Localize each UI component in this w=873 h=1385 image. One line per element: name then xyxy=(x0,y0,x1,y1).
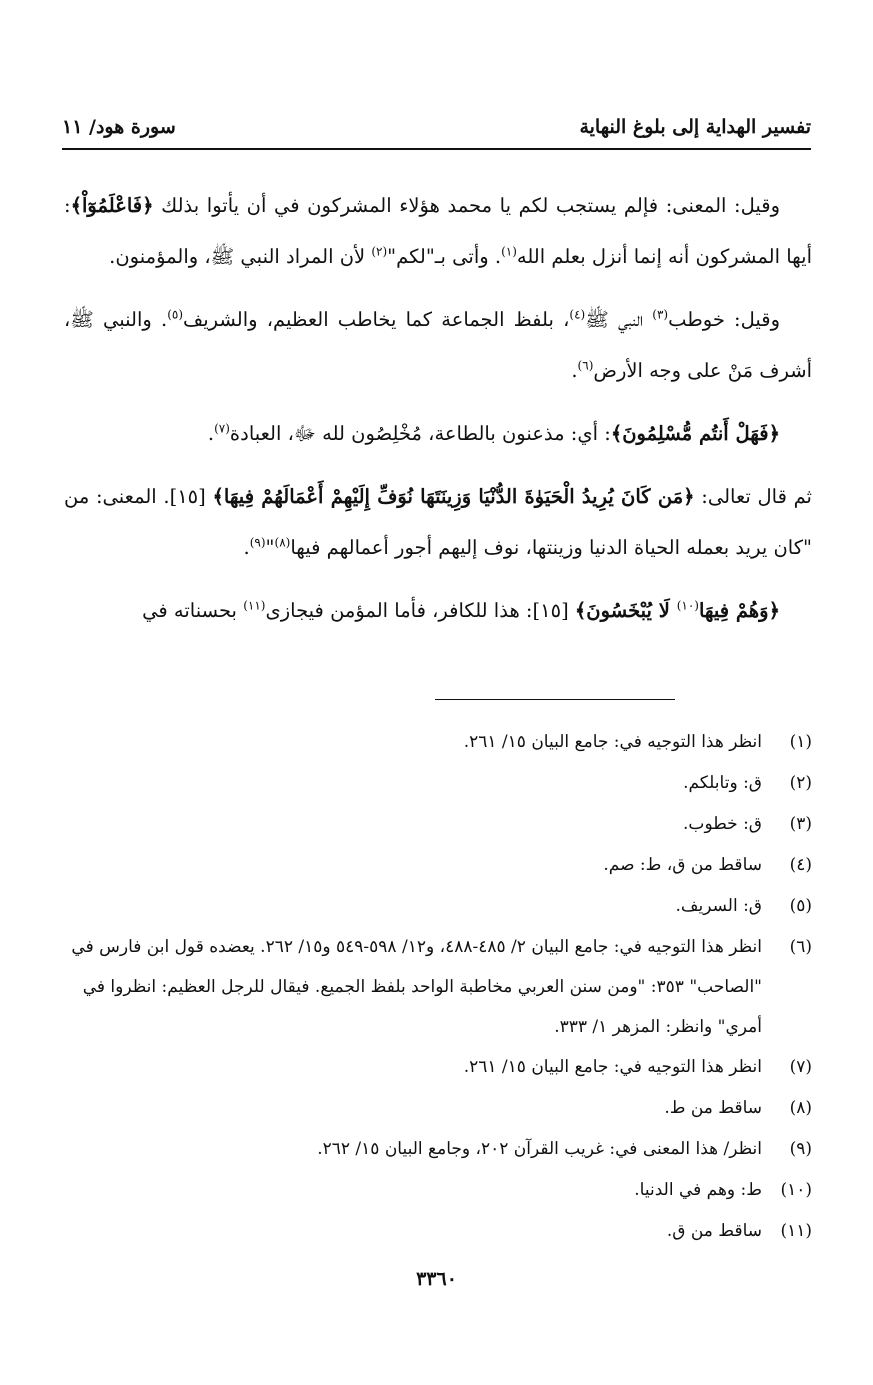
footnote-ref[interactable]: (٢) xyxy=(371,244,388,259)
footnote-number: (١٠) xyxy=(780,1180,812,1200)
footnote-ref[interactable]: (١١) xyxy=(243,598,266,613)
paragraph-1: وقيل: المعنى: فإلم يستجب لكم يا محمد هؤلاء المشركون في أن يأتوا بذلك ﴿فَاعْلَمُوٓاْ﴾: أيها المشركون أنه إنما أنزل بعلم الله$^{(١)}$. وأتى بـ"لكم"$^{(٢)}$ لأن المراد النبي ﷺ، والمؤمنون. xyxy=(64,194,812,268)
main-text xyxy=(64,180,812,648)
footnote-item xyxy=(64,927,812,1047)
footnote-item xyxy=(64,1170,812,1211)
footnote-text: انظر هذا التوجيه في: جامع البيان ١٥/ ٢٦١. xyxy=(463,732,762,752)
footnote-ref[interactable]: (٨) xyxy=(274,535,291,550)
footnote-number: (٨) xyxy=(789,1098,812,1118)
footnote-text: انظر هذا التوجيه في: جامع البيان ١٥/ ٢٦١. xyxy=(463,1057,762,1077)
footnote-item xyxy=(64,1047,812,1088)
quran-quote: ﴿وَهُمْ فِيهَا xyxy=(698,599,780,622)
footnote-ref[interactable]: (٤) xyxy=(569,307,586,322)
footnote-ref[interactable]: (١) xyxy=(501,244,517,259)
quran-quote: ﴿فَاعْلَمُوٓاْ﴾ xyxy=(70,194,154,217)
footnote-ref[interactable]: (٧) xyxy=(214,421,230,436)
footnote-item xyxy=(64,722,812,763)
footnote-ref[interactable]: (٥) xyxy=(167,307,184,322)
footnote-item xyxy=(64,845,812,886)
footnote-number: (٥) xyxy=(789,896,812,916)
footnote-item xyxy=(64,763,812,804)
footnote-item xyxy=(64,1211,812,1252)
footnote-text: ق: السريف. xyxy=(675,896,762,916)
footnote-text: ساقط من ط. xyxy=(664,1098,762,1118)
footnote-text: ساقط من ق، ط: صم. xyxy=(603,855,762,875)
footnote-number: (١) xyxy=(789,732,812,752)
footnote-text: ق: خطوب. xyxy=(683,814,762,834)
footnote-ref[interactable]: (٦) xyxy=(577,358,594,373)
paragraph-2: وقيل: خوطب$^{(٣)}$ النبي ﷺ$^{(٤)}$، بلفظ الجماعة كما يخاطب العظيم، والشريف$^{(٥)}$. والنبي ﷺ، أشرف مَنْ على وجه الأرض$^{(٦)}$. xyxy=(64,307,812,382)
footnote-number: (٣) xyxy=(789,814,812,834)
footnote-item xyxy=(64,804,812,845)
paragraph-5: ﴿وَهُمْ فِيهَا$^{(١٠)}$ لَا يُبْخَسُونَ﴾ [١٥]: هذا للكافر، فأما المؤمن فيجازى$^{(١١)}$ بحسناته في xyxy=(142,598,780,622)
footnote-number: (٧) xyxy=(789,1057,812,1077)
footnote-text: ط: وهم في الدنيا. xyxy=(634,1180,762,1200)
surah-label: سورة هود/ ١١ xyxy=(62,116,176,138)
footnote-number: (٦) xyxy=(789,937,812,957)
footnote-text: ساقط من ق. xyxy=(666,1221,762,1241)
header-divider xyxy=(62,148,811,150)
quran-quote: ﴿مَن كَانَ يُرِيدُ الْحَيَوٰةَ الدُّنْيَا وَزِينَتَهَا نُوَفِّ إِلَيْهِمْ أَعْمَالَهُمْ فِيهَا﴾ xyxy=(212,485,695,508)
book-title: تفسير الهداية إلى بلوغ النهاية xyxy=(579,116,811,138)
footnote-number: (١١) xyxy=(780,1221,812,1241)
footnote-number: (٢) xyxy=(789,773,812,793)
footnote-text: انظر هذا التوجيه في: جامع البيان ٢/ ٤٨٥-٤٨٨، و١٢/ ٥٩٨-٥٤٩ و١٥/ ٢٦٢. يعضده قول ابن فارس في "الصاحب" ٣٥٣: "ومن سنن العربي مخاطبة الواحد بلفظ الجميع. فيقال للرجل العظيم: انظروا في أمري" وانظر: المزهر ١/ ٣٣٣. xyxy=(71,937,762,1037)
footnote-number: (٤) xyxy=(789,855,812,875)
footnote-ref[interactable]: (٣) xyxy=(652,307,669,322)
paragraph-3: ﴿فَهَلْ أَنتُم مُّسْلِمُونَ﴾: أي: مذعنون بالطاعة، مُخْلِصُون لله ﷻ، العبادة$^{(٧)}$. xyxy=(207,421,780,445)
footnote-ref[interactable]: (١٠) xyxy=(676,598,699,613)
footnote-item xyxy=(64,1129,812,1170)
page-number: ٣٣٦٠ xyxy=(416,1268,457,1290)
footnote-text: ق: وتابلكم. xyxy=(683,773,762,793)
footnote-divider xyxy=(435,699,675,700)
quran-quote: ﴿فَهَلْ أَنتُم مُّسْلِمُونَ﴾ xyxy=(610,422,780,445)
quran-quote: لَا يُبْخَسُونَ﴾ xyxy=(574,599,677,622)
footnote-text: انظر/ هذا المعنى في: غريب القرآن ٢٠٢، وجامع البيان ١٥/ ٢٦٢. xyxy=(317,1139,762,1159)
footnotes xyxy=(64,722,812,1252)
footnote-item xyxy=(64,1088,812,1129)
footnote-number: (٩) xyxy=(789,1139,812,1159)
running-header xyxy=(62,112,811,150)
footnote-item xyxy=(64,886,812,927)
paragraph-4: ثم قال تعالى: ﴿مَن كَانَ يُرِيدُ الْحَيَوٰةَ الدُّنْيَا وَزِينَتَهَا نُوَفِّ إِلَيْهِمْ أَعْمَالَهُمْ فِيهَا﴾ [١٥]. المعنى: من "كان يريد بعمله الحياة الدنيا وزينتها، نوف إليهم أجور أعمالهم فيها$^{(٨)}$"$^{(٩)}$. xyxy=(64,485,812,559)
footnote-ref[interactable]: (٩) xyxy=(249,535,266,550)
